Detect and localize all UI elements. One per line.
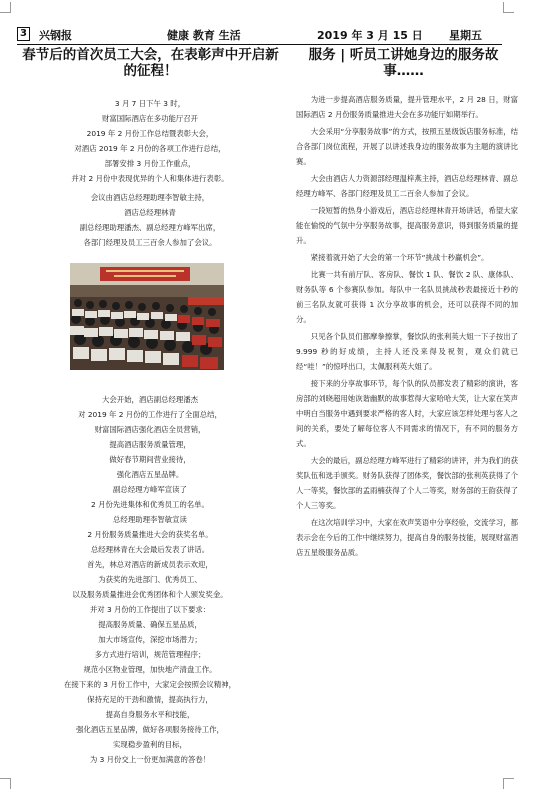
body-line: 为获奖的先进部门、优秀员工、 <box>98 575 202 584</box>
lead-line: 对酒店 2019 年 2 月份的各项工作进行总结， <box>74 144 226 153</box>
body-line: 大会开始，酒店副总经理潘杰 <box>101 395 199 404</box>
body-line: 保持充足的干劲和激情，提高执行力， <box>87 695 213 704</box>
paragraph: 在这次培训学习中，大家在欢声笑语中分享经验，交流学习，都表示会在今后的工作中继续努力，提高自身的服务技能，展现财富酒店五星级服务品质。 <box>296 518 518 557</box>
header-rule <box>17 44 502 45</box>
issue-date: 2019 年 3 月 15 日 <box>317 29 423 42</box>
body-line: 财富国际酒店强化酒店全员营销， <box>94 425 206 434</box>
body-line: 提高酒店服务质量管理， <box>109 440 191 449</box>
body-line: 对 2019 年 2 月份的工作进行了全面总结， <box>78 410 222 419</box>
body-line: 加大市场宣传，深挖市场潜力； <box>98 635 202 644</box>
body-line: 多方式进行培训，规范管理程序； <box>94 650 206 659</box>
body-line: 副总经理方峰军宣读了 <box>113 485 187 494</box>
meeting-photo <box>70 263 224 370</box>
attendee-line: 各部门经理及员工三百余人参加了会议。 <box>83 238 217 247</box>
left-headline: 春节后的首次员工大会，在表彰声中开启新的征程！ <box>22 47 279 79</box>
body-line: 2 月份服务质量推进大会的获奖名单。 <box>87 530 213 539</box>
lead-block <box>40 96 260 186</box>
body-line: 以及服务质量推进会优秀团体和个人颁发奖金。 <box>72 590 228 599</box>
right-article-body <box>296 92 518 562</box>
attendees-block <box>40 190 260 250</box>
crop-mark-top-right <box>503 2 514 13</box>
crop-mark-bottom-right <box>503 778 514 789</box>
paragraph: 比赛一共有前厅队、客房队、餐饮 1 队、餐饮 2 队、康体队、财务队等 6 个参赛队参加。每队中一名队员挑战秒表最接近十秒的前三名队友就可获得 1 次分享故事的机会，还可以获得不同的加分。 <box>296 270 518 324</box>
body-line: 为 3 月份交上一份更加满意的答卷！ <box>89 755 211 764</box>
section-title: 健康 教育 生活 <box>167 29 241 42</box>
body-line: 规范小区物业管理，加快地产清盘工作。 <box>83 665 217 674</box>
paragraph: 大会采用“分享服务故事”的方式，按照五星级饭店服务标准，结合各部门岗位流程，开展了以讲述我身边的服务故事为主题的演讲比赛。 <box>296 127 519 166</box>
body-line: 总经理林青在大会最后发表了讲话。 <box>90 545 210 554</box>
attendee-line: 酒店总经理林青 <box>124 208 176 217</box>
paragraph: 一段短暂的热身小游戏后，酒店总经理林青开场讲话，希望大家能在愉悦的气氛中分享服务故事，提高服务意识，得到服务质量的提升。 <box>296 206 518 245</box>
body-line: 强化酒店五星品牌，做好各项服务接待工作， <box>76 725 224 734</box>
paragraph: 为进一步提高酒店服务质量，提升管理水平，2 月 28 日，财富国际酒店 2 月份服务质量推进大会在多功能厅如期举行。 <box>296 95 518 119</box>
issue-weekday: 星期五 <box>449 29 482 42</box>
body-line: 在接下来的 3 月份工作中，大家定会按照会议精神， <box>64 680 236 689</box>
body-line: 并对 3 月份的工作提出了以下要求： <box>89 605 211 614</box>
paragraph: 只见各个队员们都摩拳擦掌，餐饮队的张利英大姐一下子按出了 9.999 秒的好成绩，主持人还没来得及祝贺，观众们就已经“哇！”的惊呼出口，太佩服利英大姐了。 <box>296 332 518 371</box>
body-line: 总经理助理李智敏宣读 <box>113 515 187 524</box>
attendee-line: 副总经理助理潘杰、副总经理方峰军出席， <box>79 223 221 232</box>
body-line: 提高服务质量、确保五星品质， <box>98 620 202 629</box>
right-headline: 服务 | 听员工讲她身边的服务故事…… <box>308 47 499 79</box>
body-line: 提高自身服务水平和技能， <box>105 710 195 719</box>
attendee-line: 会议由酒店总经理助理李智敏主持， <box>90 193 210 202</box>
crop-mark-top-left <box>0 2 11 13</box>
body-line: 做好春节期间营业接待， <box>109 455 191 464</box>
paper-name: 兴钢报 <box>39 29 72 42</box>
paragraph: 大会由酒店人力资源部经理温梓燕主持，酒店总经理林青、副总经理方峰军、各部门经理及员工二百余人参加了会议。 <box>296 174 518 198</box>
lead-line: 财富国际酒店在多功能厅召开 <box>101 114 199 123</box>
left-article-body <box>40 96 260 767</box>
page-number: 3 <box>17 27 30 41</box>
body-block <box>40 392 260 767</box>
paragraph: 紧接着就开始了大会的第一个环节“挑战十秒赢机会”。 <box>310 253 489 262</box>
meeting-photo-graphic <box>70 263 224 370</box>
lead-line: 2019 年 2 月份工作总结暨表彰大会， <box>86 129 214 138</box>
body-line: 2 月份先进集体和优秀员工的名单。 <box>91 500 209 509</box>
paragraph: 大会的最后，副总经理方峰军进行了精彩的讲评，并为我们的获奖队伍和选手颁奖。财务队获得了团体奖，餐饮部的张利英获得了个人一等奖，餐饮部的孟雨楠获得了个人二等奖，财务部的王韵获得了个人三等奖。 <box>296 456 518 510</box>
body-line: 首先，林总对酒店的新成员表示欢迎， <box>87 560 213 569</box>
paragraph: 接下来的分享故事环节，每个队的队员都发表了精彩的演讲，客房部的刘晓超用她诙谐幽默的故事惹得大家哈哈大笑，让大家在笑声中明白当服务中遇到要求严格的客人时，大家应该怎样处理与客人之间的关系，要处了解每位客人不同需求的情况下，有不同的服务方式。 <box>296 379 518 448</box>
lead-line: 部署安排 3 月份工作重点， <box>104 159 196 168</box>
body-line: 实现稳步盈利的目标， <box>113 740 187 749</box>
lead-line: 3 月 7 日下午 3 时， <box>114 99 186 108</box>
lead-line: 并对 2 月份中表现优异的个人和集体进行表彰。 <box>71 174 229 183</box>
body-line: 强化酒店五星品牌。 <box>116 470 184 479</box>
page-header <box>17 27 502 43</box>
crop-mark-bottom-left <box>0 778 11 789</box>
